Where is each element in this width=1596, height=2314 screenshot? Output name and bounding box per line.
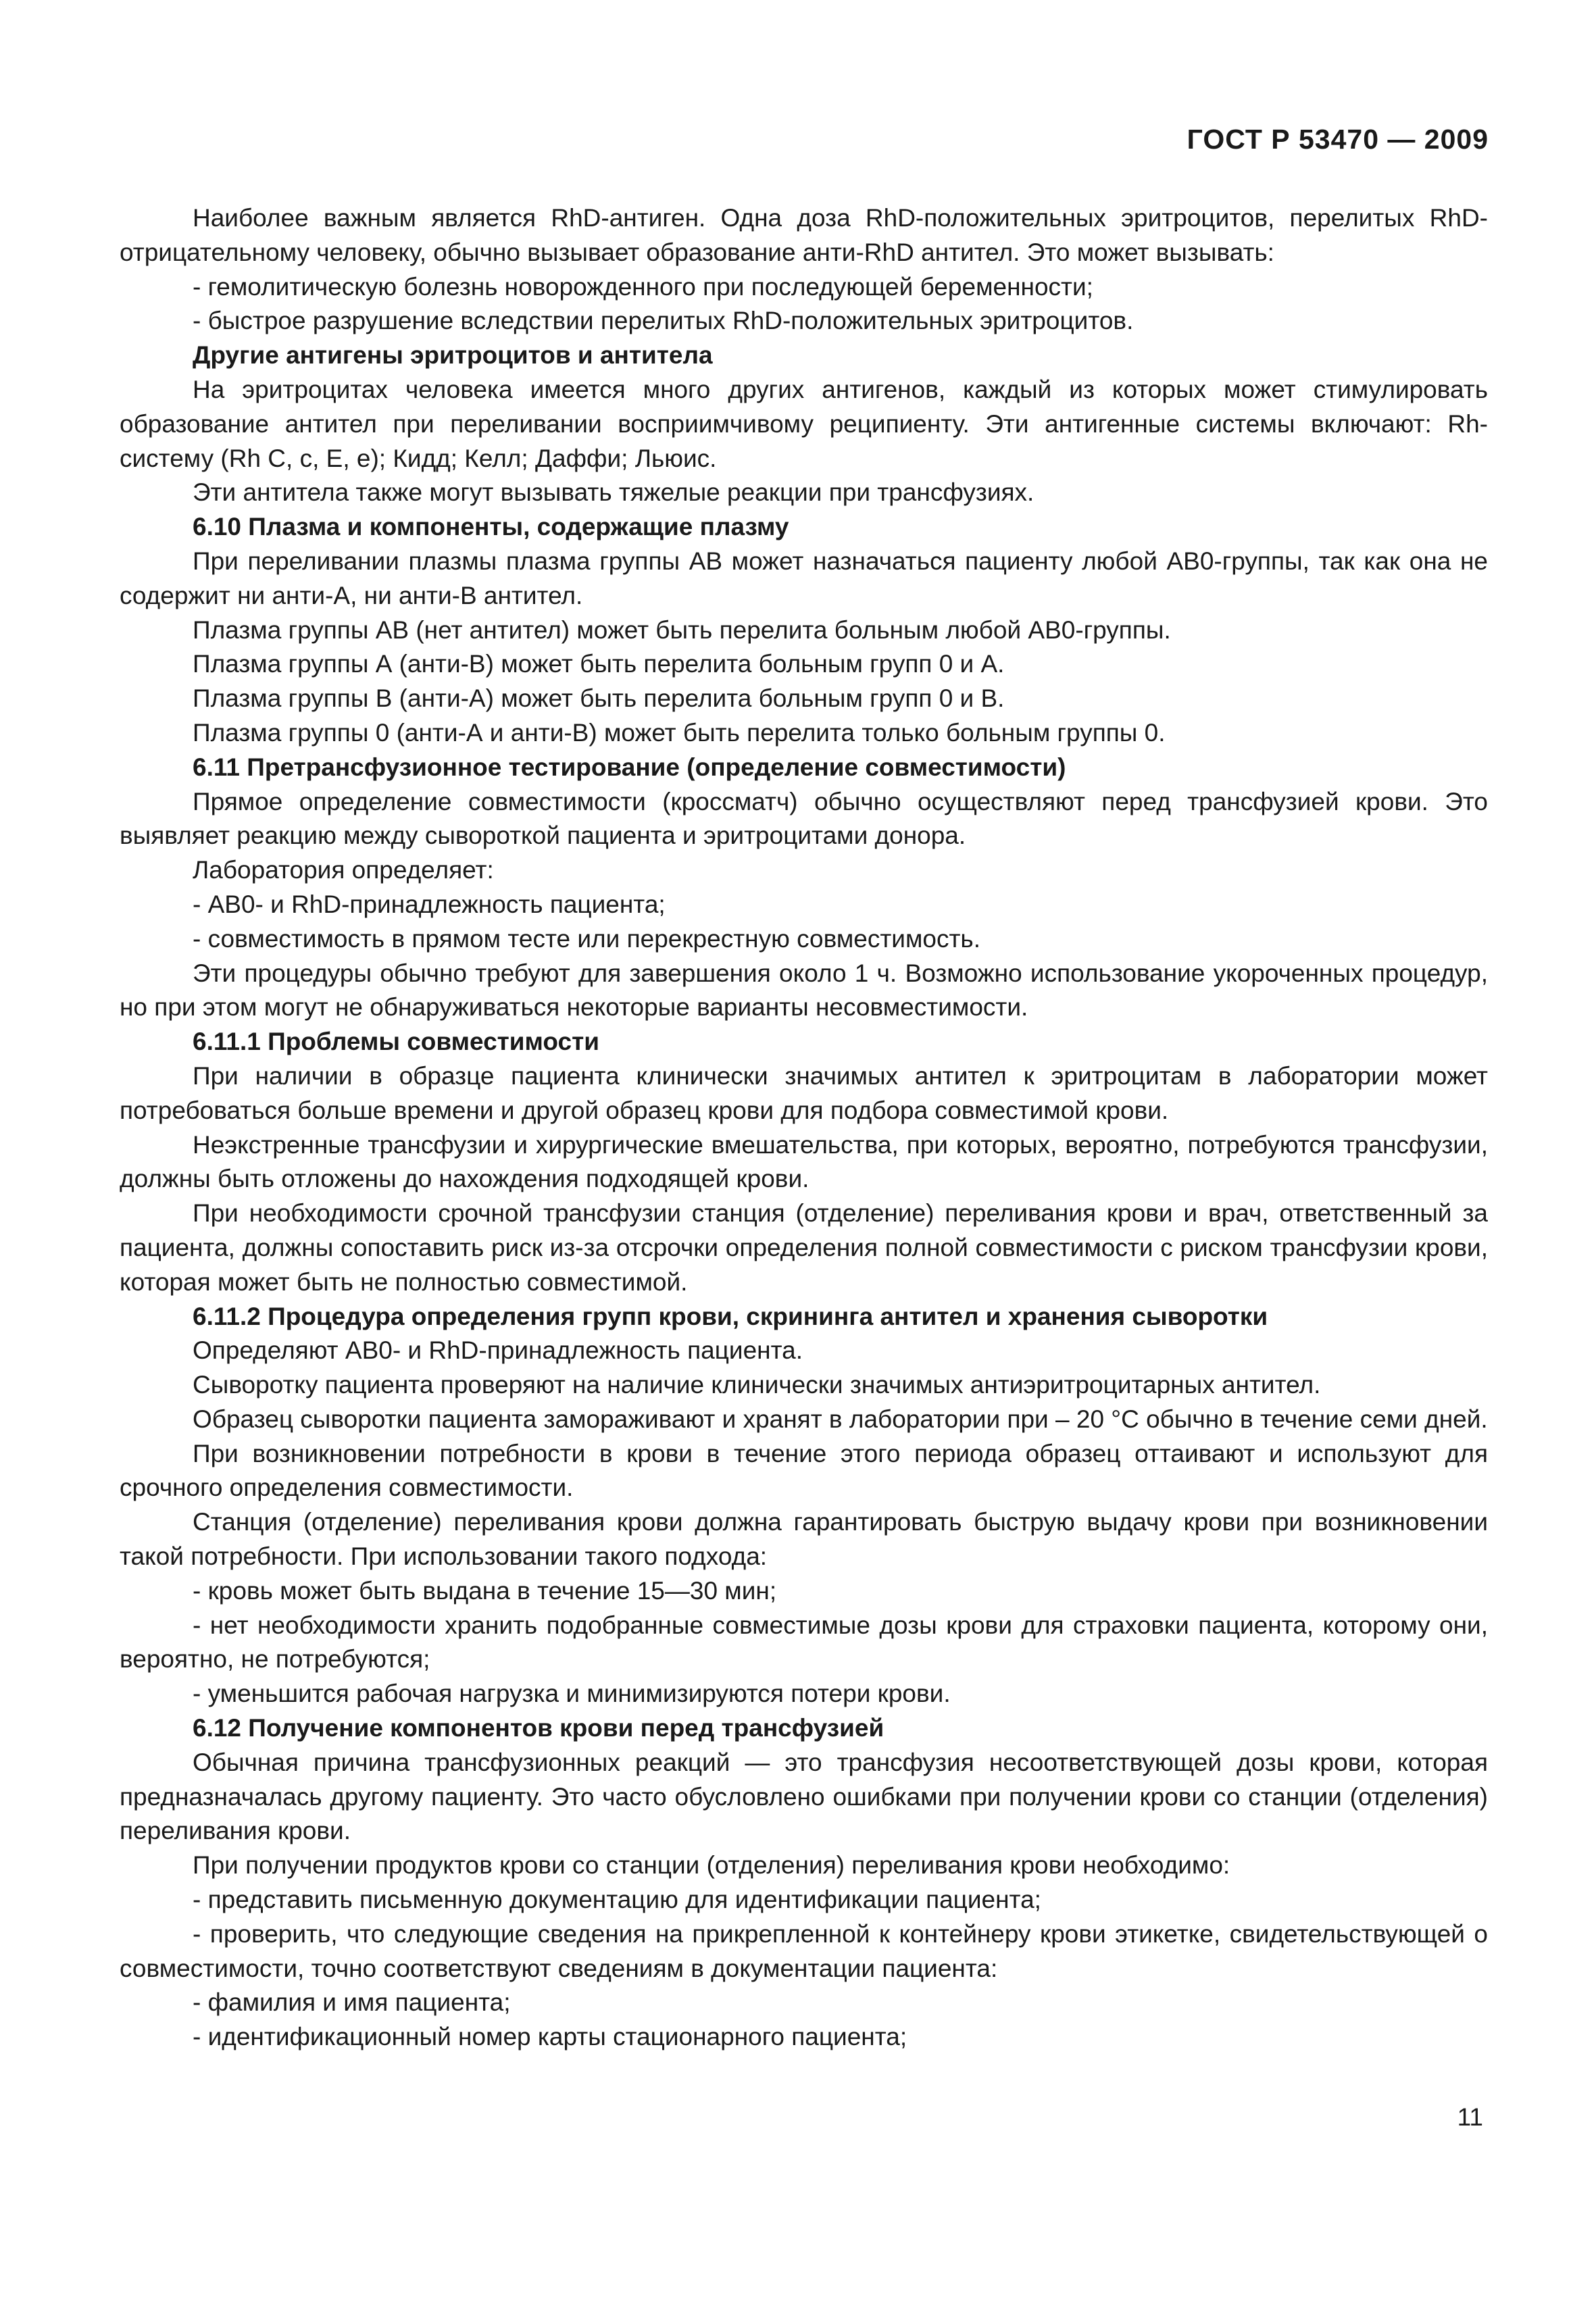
paragraph: При получении продуктов крови со станции (отделения) переливания крови необходимо: <box>193 1851 1230 1880</box>
paragraph: - гемолитическую болезнь новорожденного при последующей беременности; <box>193 272 1093 301</box>
paragraph: Плазма группы 0 (анти-А и анти-В) может быть перелита только больным группы 0. <box>193 718 1166 747</box>
paragraph: - быстрое разрушение вследствии перелитых RhD-положительных эритроцитов. <box>193 307 1134 335</box>
paragraph: - нет необходимости хранить подобранные совместимые дозы крови для страховки пациента, которому они, вероятно, не потребуются; <box>120 1611 1488 1674</box>
paragraph: - идентификационный номер карты стационарного пациента; <box>193 2023 907 2051</box>
paragraph: - совместимость в прямом тесте или перекрестную совместимость. <box>193 924 980 953</box>
paragraph: Лаборатория определяет: <box>193 856 494 884</box>
paragraph: При необходимости срочной трансфузии станция (отделение) переливания крови и врач, ответственный за пациента, должны сопоставить риск из-за отсрочки определения полной совместимости с риском трансфузии крови, которая может быть не полностью совместимой. <box>120 1199 1488 1296</box>
paragraph: Прямое определение совместимости (кроссматч) обычно осуществляют перед трансфузией крови. Это выявляет реакцию между сывороткой пациента и эритроцитами донора. <box>120 787 1488 850</box>
paragraph: При наличии в образце пациента клинически значимых антител к эритроцитам в лаборатории может потребоваться больше времени и другой образец крови для подбора совместимой крови. <box>120 1061 1488 1124</box>
paragraph: Определяют АВ0- и RhD-принадлежность пациента. <box>193 1336 803 1365</box>
paragraph: Наиболее важным является RhD-антиген. Одна доза RhD-положительных эритроцитов, перелитых RhD-отрицательному человеку, обычно вызывает образование анти-RhD антител. Это может вызывать: <box>120 204 1488 266</box>
paragraph: Станция (отделение) переливания крови должна гарантировать быструю выдачу крови при возникновении такой потребности. При использовании такого подхода: <box>120 1508 1488 1571</box>
paragraph: Плазма группы АВ (нет антител) может быть перелита больным любой АВ0-группы. <box>193 615 1171 644</box>
section-heading: 6.11.2 Процедура определения групп крови, скрининга антител и хранения сыворотки <box>193 1302 1268 1330</box>
paragraph: Эти процедуры обычно требуют для завершения около 1 ч. Возможно использование укороченных процедур, но при этом могут не обнаруживаться некоторые варианты несовместимости. <box>120 959 1488 1022</box>
paragraph: При возникновении потребности в крови в течение этого периода образец оттаивают и используют для срочного определения совместимости. <box>120 1439 1488 1502</box>
paragraph: Неэкстренные трансфузии и хирургические вмешательства, при которых, вероятно, потребуются трансфузии, должны быть отложены до нахождения подходящей крови. <box>120 1130 1488 1193</box>
paragraph: Обычная причина трансфузионных реакций — это трансфузия несоответствующей дозы крови, которая предназначалась другому пациенту. Это часто обусловлено ошибками при получении крови со станции (отделения) переливания крови. <box>120 1748 1488 1845</box>
section-heading: Другие антигены эритроцитов и антитела <box>193 341 713 370</box>
paragraph: - АВ0- и RhD-принадлежность пациента; <box>193 890 666 918</box>
section-heading: 6.11.1 Проблемы совместимости <box>193 1028 599 1056</box>
paragraph: Плазма группы В (анти-А) может быть перелита больным групп 0 и В. <box>193 684 1005 713</box>
paragraph: Сыворотку пациента проверяют на наличие клинически значимых антиэритроцитарных антител. <box>193 1371 1321 1399</box>
paragraph: Эти антитела также могут вызывать тяжелые реакции при трансфузиях. <box>193 478 1034 507</box>
document-body <box>120 201 1488 2055</box>
page-number: 11 <box>1457 2103 1483 2131</box>
paragraph: Плазма группы А (анти-В) может быть перелита больным групп 0 и А. <box>193 650 1005 678</box>
paragraph: - уменьшится рабочая нагрузка и минимизируются потери крови. <box>193 1680 951 1708</box>
paragraph: - представить письменную документацию для идентификации пациента; <box>193 1886 1041 1914</box>
paragraph: При переливании плазмы плазма группы АВ может назначаться пациенту любой АВ0-группы, так как она не содержит ни анти-А, ни анти-В антител. <box>120 547 1488 609</box>
paragraph: Образец сыворотки пациента замораживают и хранят в лаборатории при – 20 °С обычно в течение семи дней. <box>193 1405 1488 1433</box>
paragraph: - кровь может быть выдана в течение 15—30 мин; <box>193 1576 777 1605</box>
section-heading: 6.12 Получение компонентов крови перед трансфузией <box>193 1714 884 1742</box>
section-heading: 6.10 Плазма и компоненты, содержащие плазму <box>193 513 789 541</box>
section-heading: 6.11 Претрансфузионное тестирование (определение совместимости) <box>193 753 1066 781</box>
paragraph: - проверить, что следующие сведения на прикрепленной к контейнеру крови этикетке, свидетельствующей о совместимости, точно соответствуют сведениям в документации пациента: <box>120 1919 1488 1982</box>
document-header: ГОСТ Р 53470 — 2009 <box>1187 124 1489 155</box>
paragraph: На эритроцитах человека имеется много других антигенов, каждый из которых может стимулировать образование антител при переливании восприимчивому реципиенту. Эти антигенные системы включают: Rh-систему (Rh C, c, E, e); Кидд; Келл; Даффи; Льюис. <box>120 375 1488 472</box>
paragraph: - фамилия и имя пациента; <box>193 1988 511 2017</box>
